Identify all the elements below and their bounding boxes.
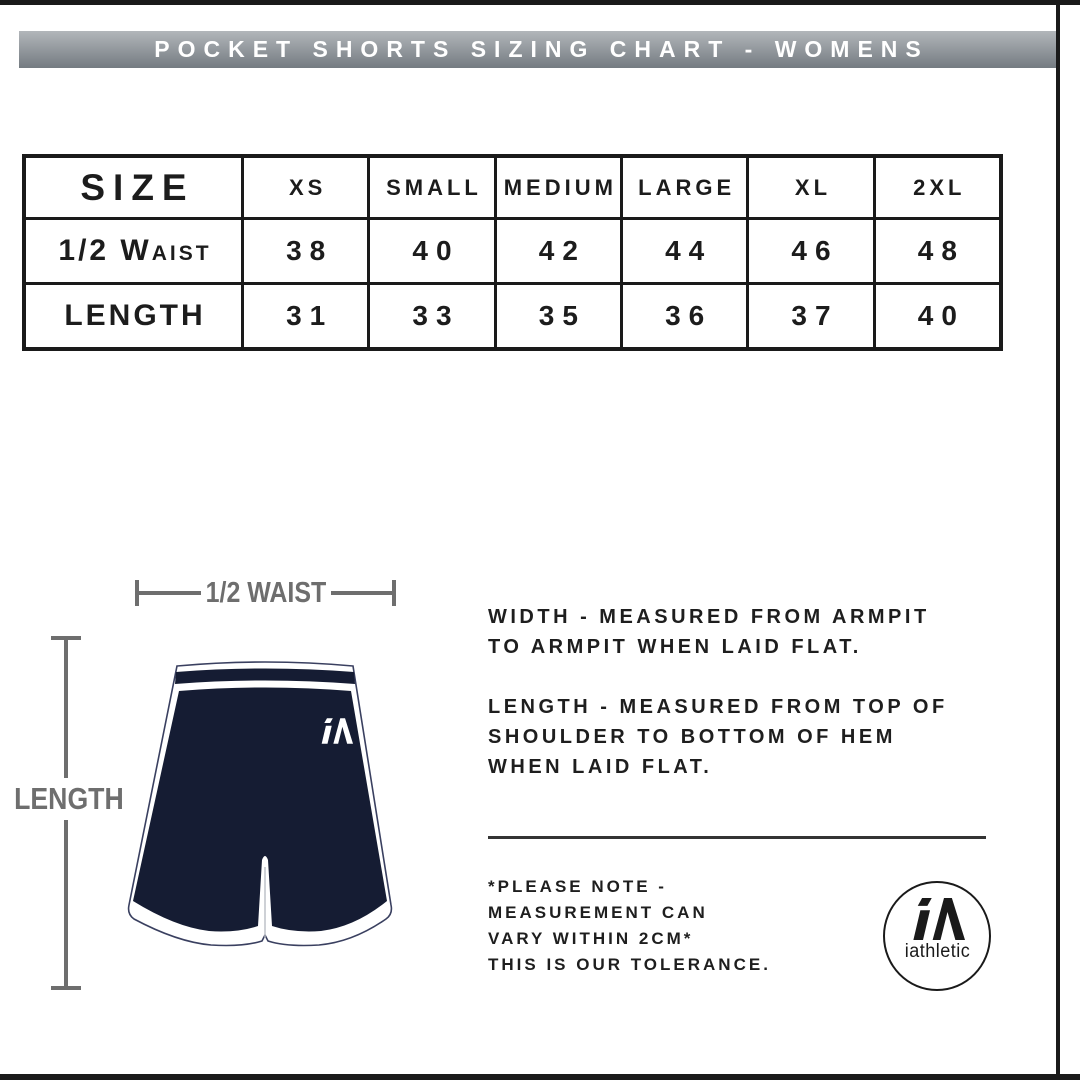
frame-top-border xyxy=(0,0,1080,5)
page-title: POCKET SHORTS SIZING CHART - WOMENS xyxy=(154,36,929,62)
length-note-line-2: SHOULDER TO BOTTOM OF HEM xyxy=(488,726,896,748)
header-cell-2xl: 2XL xyxy=(876,158,999,217)
row-label-length: LENGTH xyxy=(26,285,241,347)
header-cell-small: SMALL xyxy=(370,158,493,217)
cell-waist-medium: 42 xyxy=(497,220,620,282)
cell-waist-xl: 46 xyxy=(749,220,872,282)
cell-length-xs: 31 xyxy=(244,285,367,347)
cell-waist-small: 40 xyxy=(370,220,493,282)
header-cell-xs: XS xyxy=(244,158,367,217)
length-measure-tick-bottom xyxy=(51,986,81,990)
cell-length-small: 33 xyxy=(370,285,493,347)
cell-waist-large: 44 xyxy=(623,220,746,282)
waist-measure-tick-right xyxy=(392,580,396,606)
header-cell-xl: XL xyxy=(749,158,872,217)
cell-waist-2xl: 48 xyxy=(876,220,999,282)
length-measure-label: LENGTH xyxy=(14,781,124,816)
tolerance-line-2: MEASUREMENT CAN xyxy=(488,903,708,922)
cell-length-2xl: 40 xyxy=(876,285,999,347)
length-measure-line-lower xyxy=(64,820,68,986)
header-cell-large: LARGE xyxy=(623,158,746,217)
tolerance-line-1: *PLEASE NOTE - xyxy=(488,877,667,896)
header-cell-size: SIZE xyxy=(26,158,241,217)
length-note-line-1: LENGTH - MEASURED FROM TOP OF xyxy=(488,696,948,718)
waist-measure-line-left xyxy=(139,591,201,595)
length-note-line-3: WHEN LAID FLAT. xyxy=(488,756,713,778)
cell-length-medium: 35 xyxy=(497,285,620,347)
header-cell-medium: MEDIUM xyxy=(497,158,620,217)
waist-measure-line-right xyxy=(331,591,392,595)
waist-measure-label: 1/2 WAIST xyxy=(205,577,327,609)
cell-length-xl: 37 xyxy=(749,285,872,347)
width-note-line-1: WIDTH - MEASURED FROM ARMPIT xyxy=(488,606,930,628)
width-note-line-2: TO ARMPIT WHEN LAID FLAT. xyxy=(488,636,862,658)
notes-divider xyxy=(488,836,986,839)
title-bar xyxy=(19,31,1056,68)
row-label-half-waist: 1/2 Waist xyxy=(26,220,241,282)
cell-waist-xs: 38 xyxy=(244,220,367,282)
tolerance-line-4: THIS IS OUR TOLERANCE. xyxy=(488,955,771,974)
shorts-illustration xyxy=(115,655,405,955)
tolerance-line-3: VARY WITHIN 2CM* xyxy=(488,929,694,948)
frame-bottom-border xyxy=(0,1074,1080,1080)
iathletic-logo xyxy=(883,881,991,991)
length-measure-line-upper xyxy=(64,640,68,778)
size-table xyxy=(22,154,1003,351)
frame-right-border xyxy=(1056,0,1060,1080)
iathletic-logo-wordmark: iathletic xyxy=(904,941,970,962)
iathletic-logo-icon xyxy=(909,898,965,940)
cell-length-large: 36 xyxy=(623,285,746,347)
